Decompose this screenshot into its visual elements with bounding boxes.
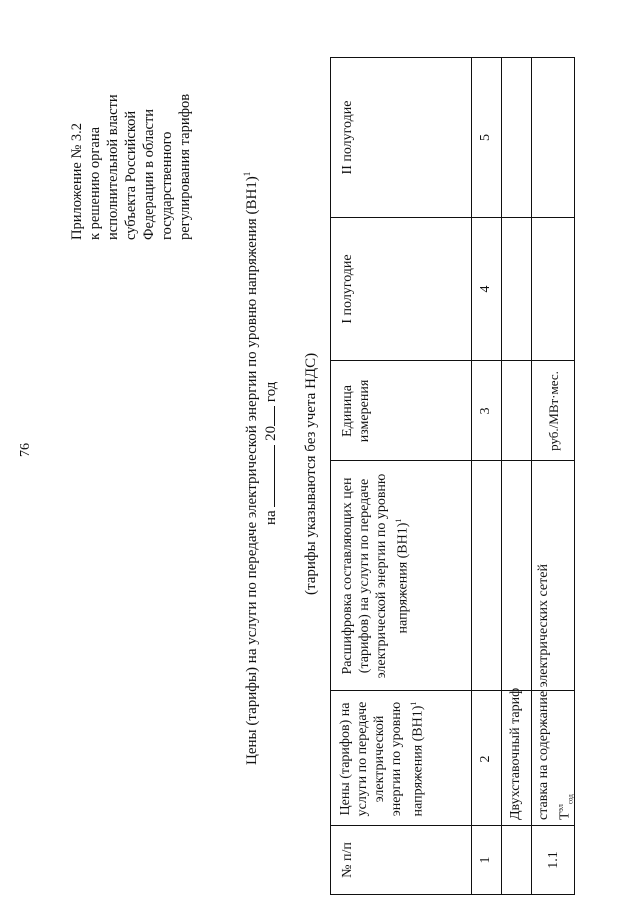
table-col-divider [331, 360, 574, 361]
header-col3-text: Расшифровка составляющих цен (тарифов) на услуги по передаче электрической энергии по уровню напряжения (ВН1) [340, 473, 411, 679]
table-row-divider [531, 58, 532, 894]
table-row-divider [501, 58, 502, 894]
table-col-divider [331, 825, 574, 826]
header-col2-sup: 1 [409, 701, 418, 706]
row-num: 1.1 [546, 851, 561, 869]
title-period-prefix: на [263, 510, 279, 525]
table-row-divider [471, 58, 472, 894]
header-col6: II полугодие [340, 100, 355, 175]
header-col4: Единица измерения [340, 379, 372, 443]
column-number: 3 [478, 407, 493, 415]
appendix-line: регулирования тарифов [177, 93, 193, 240]
header-col3 [339, 464, 412, 688]
document-subtitle: (тарифы указываются без учета НДС) [303, 352, 319, 595]
appendix-line: Федерации в области [141, 108, 157, 240]
document-title [242, 125, 261, 765]
table-col-divider [331, 460, 574, 461]
page-number: 76 [18, 443, 33, 457]
header-col3-sup: 1 [394, 518, 403, 523]
title-period-line [262, 382, 280, 525]
period-blank [262, 445, 275, 507]
header-col5: I полугодие [340, 254, 355, 324]
table-col-divider [331, 217, 574, 218]
title-period-year-prefix: 20 [263, 425, 279, 441]
section-label: Двухставочный тариф [508, 687, 523, 820]
appendix-line: государственного [159, 131, 175, 240]
title-footnote-mark: 1 [242, 171, 252, 177]
appendix-line: к решению органа [87, 126, 103, 240]
row-unit: руб./МВт·мес. [546, 371, 561, 451]
year-blank [262, 406, 275, 426]
row-text-sub: сод [566, 794, 575, 805]
appendix-line: исполнительной власти [105, 94, 121, 240]
column-number: 1 [478, 856, 493, 864]
title-period-suffix: год [263, 381, 279, 403]
header-num: № п/п [340, 842, 355, 878]
appendix-line: субъекта Российской [123, 110, 139, 240]
header-col2 [337, 694, 427, 824]
column-number: 5 [478, 134, 493, 141]
appendix-line: Приложение № 3.2 [69, 122, 85, 240]
row-text [535, 550, 579, 820]
header-col2-text: Цены (тарифов) на услуги по передаче электрической энергии по уровню напряжения (ВН1) [338, 701, 426, 817]
column-number: 2 [478, 755, 493, 763]
column-number: 4 [478, 285, 493, 293]
tariff-table [330, 57, 575, 895]
appendix-reference [68, 10, 194, 240]
row-text-main: ставка на содержание электрических сетей Т [536, 564, 573, 820]
title-text: Цены (тарифы) на услуги по передаче электрической энергии по уровню напряжения (ВН1) [244, 176, 260, 765]
row-text-sup: эл [556, 804, 565, 812]
